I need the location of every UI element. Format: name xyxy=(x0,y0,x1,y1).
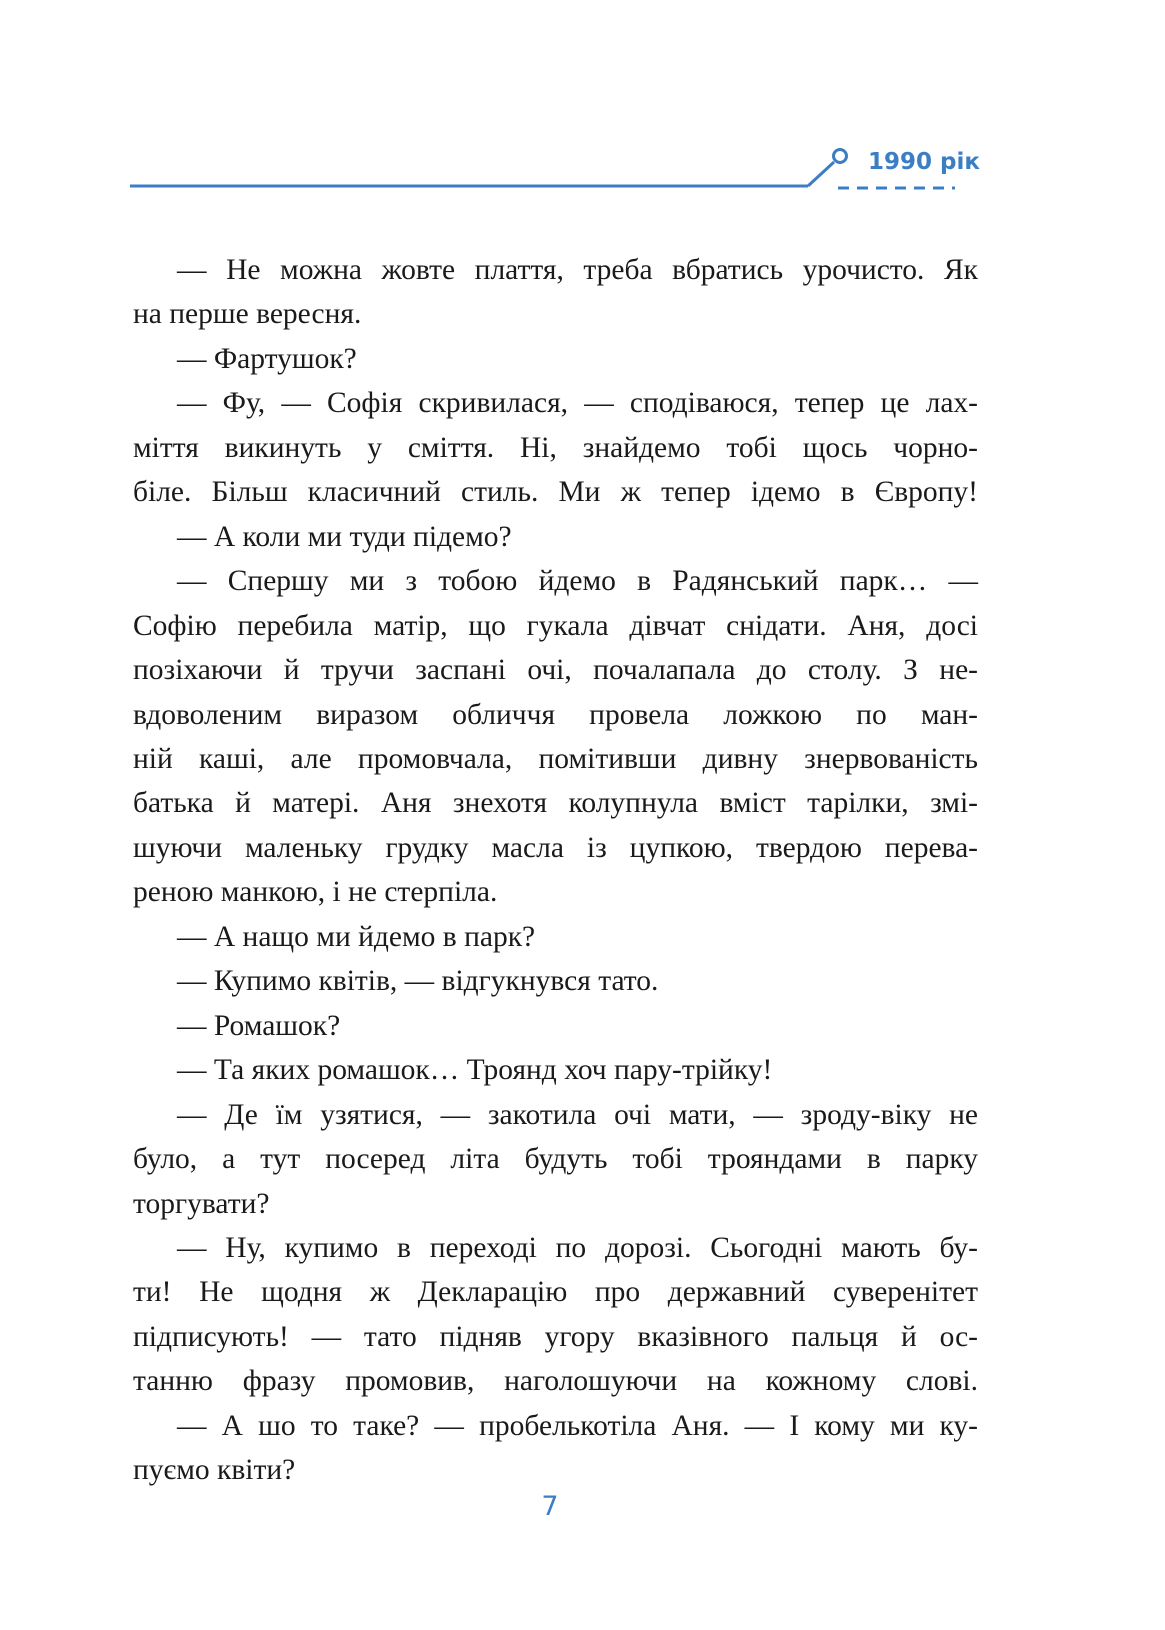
text-line: ти! Не щодня ж Декларацію про державний суверенітет xyxy=(133,1276,978,1309)
text-line: — А коли ми туди підемо? xyxy=(177,520,512,553)
text-line: реною манкою, і не стерпіла. xyxy=(133,876,498,909)
text-line: — Ромашок? xyxy=(177,1009,341,1042)
header-rule-diagonal xyxy=(808,162,834,186)
text-line: шуючи маленьку грудку масла із цупкою, твердою перева- xyxy=(133,831,978,864)
text-line: батька й матері. Аня знехотя колупнула вміст тарілки, змі- xyxy=(133,787,978,820)
header-rule xyxy=(0,0,1165,220)
section-label: 1990 рік xyxy=(868,149,980,175)
text-line: позіхаючи й тручи заспані очі, почалапала до столу. З не- xyxy=(133,654,978,687)
text-line: — Де їм узятися, — закотила очі мати, — зроду-віку не xyxy=(177,1098,978,1131)
text-line: — Та яких ромашок… Троянд хоч пару-трійку! xyxy=(177,1054,773,1087)
text-line: — Фу, — Софія скривилася, — сподіваюся, тепер це лах- xyxy=(177,387,978,420)
text-line: — Спершу ми з тобою йдемо в Радянський парк… — xyxy=(177,565,978,598)
text-line: — Фартушок? xyxy=(177,342,357,375)
text-line: міття викинуть у сміття. Ні, знайдемо тобі щось чорно- xyxy=(133,431,978,464)
text-line: вдоволеним виразом обличчя провела ложкою по ман- xyxy=(133,698,978,731)
text-line: торгувати? xyxy=(133,1187,270,1220)
page-number: 7 xyxy=(541,1491,559,1522)
text-line: — Купимо квітів, — відгукнувся тато. xyxy=(177,965,659,998)
header-rule-circle xyxy=(834,150,847,163)
text-line: на перше вересня. xyxy=(133,298,362,331)
text-line: Софію перебила матір, що гукала дівчат снідати. Аня, досі xyxy=(133,609,978,642)
text-line: біле. Більш класичний стиль. Ми ж тепер ідемо в Європу! xyxy=(133,476,978,509)
text-line: було, а тут посеред літа будуть тобі трояндами в парку xyxy=(133,1143,978,1176)
text-line: — А нащо ми йдемо в парк? xyxy=(177,920,536,953)
body-text xyxy=(133,248,978,1493)
text-line: — А шо то таке? — пробелькотіла Аня. — І кому ми ку- xyxy=(177,1409,978,1442)
text-line: танню фразу промовив, наголошуючи на кожному слові. xyxy=(133,1365,978,1398)
text-line: ній каші, але промовчала, помітивши дивну знервованість xyxy=(133,742,978,775)
text-line: — Ну, купимо в переході по дорозі. Сьогодні мають бу- xyxy=(177,1231,978,1264)
text-line: підписують! — тато підняв угору вказівного пальця й ос- xyxy=(133,1320,978,1353)
text-line: — Не можна жовте плаття, треба вбратись урочисто. Як xyxy=(177,254,978,286)
text-line: пуємо квіти? xyxy=(133,1454,296,1487)
